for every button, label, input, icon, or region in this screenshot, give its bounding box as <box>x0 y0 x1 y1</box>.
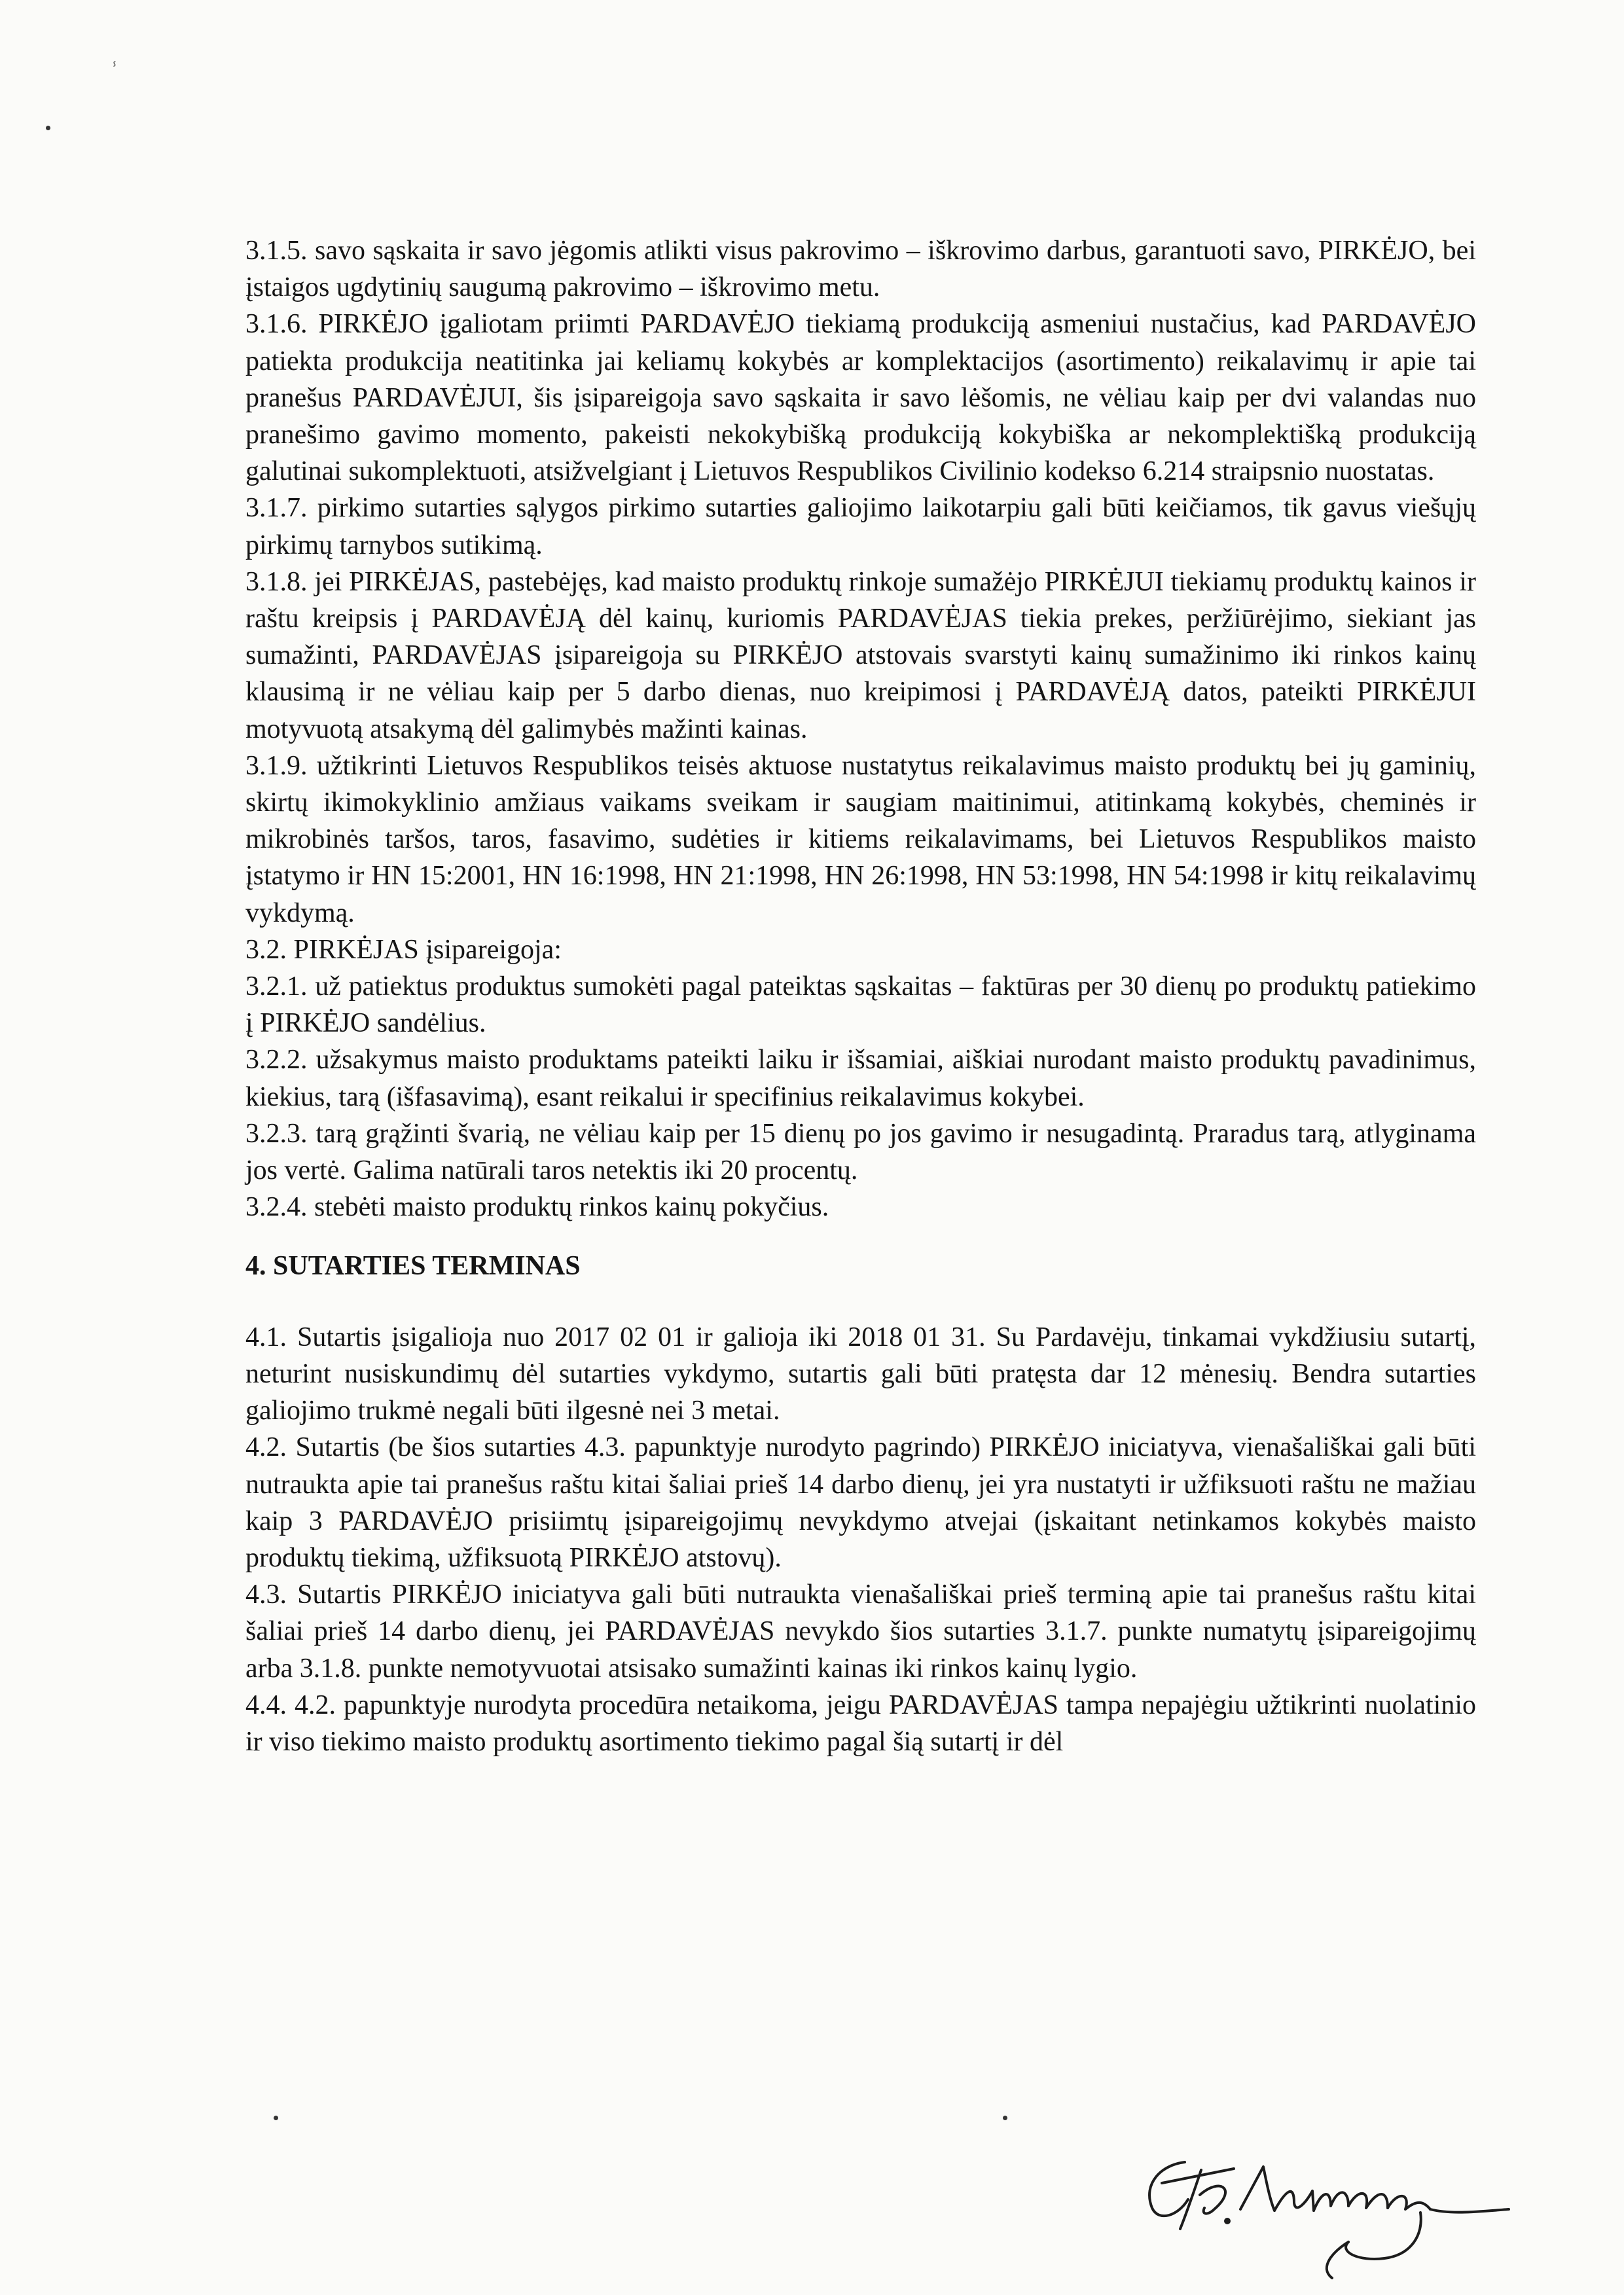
clause-3-1-9: 3.1.9. užtikrinti Lietuvos Respublikos teisės aktuose nustatytus reikalavimus maisto produktų bei jų gaminių, skirtų ikimokyklinio amžiaus vaikams sveikam ir saugiam maitinimui, atitinkamą kokybės, cheminės ir mikrobinės taršos, taros, fasavimo, sudėties ir kitiems reikalavimams, bei Lietuvos Respublikos maisto įstatymo ir HN 15:2001, HN 16:1998, HN 21:1998, HN 26:1998, HN 53:1998, HN 54:1998 ir kitų reikalavimų vykdymą. <box>245 750 1476 928</box>
clause-4-2: 4.2. Sutartis (be šios sutarties 4.3. papunktyje nurodyto pagrindo) PIRKĖJO iniciatyva, vienašališkai gali būti nutraukta apie tai pranešus raštu kitai šaliai prieš 14 darbo dienų, jei yra nustatyti ir užfiksuoti raštu ne mažiau kaip 3 PARDAVĖJO prisiimtų įsipareigojimų nevykdymo atvejai (įskaitant netinkamos kokybės maisto produktų tiekimą, užfiksuotą PIRKĖJO atstovų). <box>245 1432 1476 1573</box>
scan-dot <box>274 2116 278 2120</box>
scan-dot <box>1003 2116 1007 2120</box>
clause-3-2: 3.2. PIRKĖJAS įsipareigoja: <box>245 934 562 965</box>
clause-3-1-5: 3.1.5. savo sąskaita ir savo jėgomis atlikti visus pakrovimo – iškrovimo darbus, garantuoti savo, PIRKĖJO, bei įstaigos ugdytinių saugumą pakrovimo – iškrovimo metu. <box>245 236 1476 303</box>
section-heading: 4. SUTARTIES TERMINAS <box>245 1251 581 1282</box>
clause-3-1-6: 3.1.6. PIRKĖJO įgaliotam priimti PARDAVĖJO tiekiamą produkciją asmeniui nustačius, kad PARDAVĖJO patiekta produkcija neatitinka jai keliamų kokybės ar komplektacijos (asortimento) reikalavimų ir apie tai pranešus PARDAVĖJUI, šis įsipareigoja savo sąskaita ir savo lėšomis, ne vėliau kaip per dvi valandas nuo pranešimo gavimo momento, pakeisti nekokybišką produkciją kokybiška ar nekomplektišką produkciją galutinai sukomplektuoti, atsižvelgiant į Lietuvos Respublikos Civilinio kodekso 6.214 straipsnio nuostatas. <box>245 309 1476 487</box>
document-page <box>245 232 1476 1760</box>
scan-speck: ⸯ <box>110 63 119 81</box>
clause-3-1-8: 3.1.8. jei PIRKĖJAS, pastebėjęs, kad maisto produktų rinkoje sumažėjo PIRKĖJUI tiekiamų produktų kainos ir raštu kreipsis į PARDAVĖJĄ dėl kainų, kuriomis PARDAVĖJAS tiekia prekes, peržiūrėjimo, siekiant jas sumažinti, PARDAVĖJAS įsipareigoja su PIRKĖJO atstovais svarstyti kainų sumažinimo iki rinkos kainų klausimą ir ne vėliau kaip per 5 darbo dienas, nuo kreipimosi į PARDAVĖJĄ datos, pateikti PIRKĖJUI motyvuotą atsakymą dėl galimybės mažinti kainas. <box>245 566 1476 744</box>
clause-3-2-3: 3.2.3. tarą grąžinti švarią, ne vėliau kaip per 15 dienų po jos gavimo ir nesugadintą. Praradus tarą, atlyginama jos vertė. Galima natūrali taros netektis iki 20 procentų. <box>245 1118 1476 1186</box>
clause-4-4: 4.4. 4.2. papunktyje nurodyta procedūra netaikoma, jeigu PARDAVĖJAS tampa nepajėgiu užtikrinti nuolatinio ir viso tiekimo maisto produktų asortimento tiekimo pagal šią sutartį ir dėl <box>245 1690 1476 1757</box>
handwritten-signature <box>1123 2137 1515 2285</box>
clause-4-3: 4.3. Sutartis PIRKĖJO iniciatyva gali būti nutraukta vienašališkai prieš terminą apie tai pranešus raštu kitai šaliai prieš 14 darbo dienų, jei PARDAVĖJAS nevykdo šios sutarties 3.1.7. punkte numatytų įsipareigojimų arba 3.1.8. punkte nemotyvuotai atsisako sumažinti kainas iki rinkos kainų lygio. <box>245 1580 1476 1684</box>
scan-dot <box>46 126 50 130</box>
clause-3-2-1: 3.2.1. už patiektus produktus sumokėti pagal pateiktas sąskaitas – faktūras per 30 dienų po produktų patiekimo į PIRKĖJO sandėlius. <box>245 971 1476 1039</box>
clause-3-1-7: 3.1.7. pirkimo sutarties sąlygos pirkimo sutarties galiojimo laikotarpiu gali būti keičiamos, tik gavus viešųjų pirkimų tarnybos sutikimą. <box>245 493 1476 560</box>
clause-4-1: 4.1. Sutartis įsigalioja nuo 2017 02 01 ir galioja iki 2018 01 31. Su Pardavėju, tinkamai vykdžiusiu sutartį, neturint nusiskundimų dėl sutarties vykdymo, sutartis gali būti pratęsta dar 12 mėnesių. Bendra sutarties galiojimo trukmė negali būti ilgesnė nei 3 metai. <box>245 1322 1476 1426</box>
clause-3-2-2: 3.2.2. užsakymus maisto produktams pateikti laiku ir išsamiai, aiškiai nurodant maisto produktų pavadinimus, kiekius, tarą (išfasavimą), esant reikalui ir specifinius reikalavimus kokybei. <box>245 1045 1476 1112</box>
clause-3-2-4: 3.2.4. stebėti maisto produktų rinkos kainų pokyčius. <box>245 1192 829 1223</box>
